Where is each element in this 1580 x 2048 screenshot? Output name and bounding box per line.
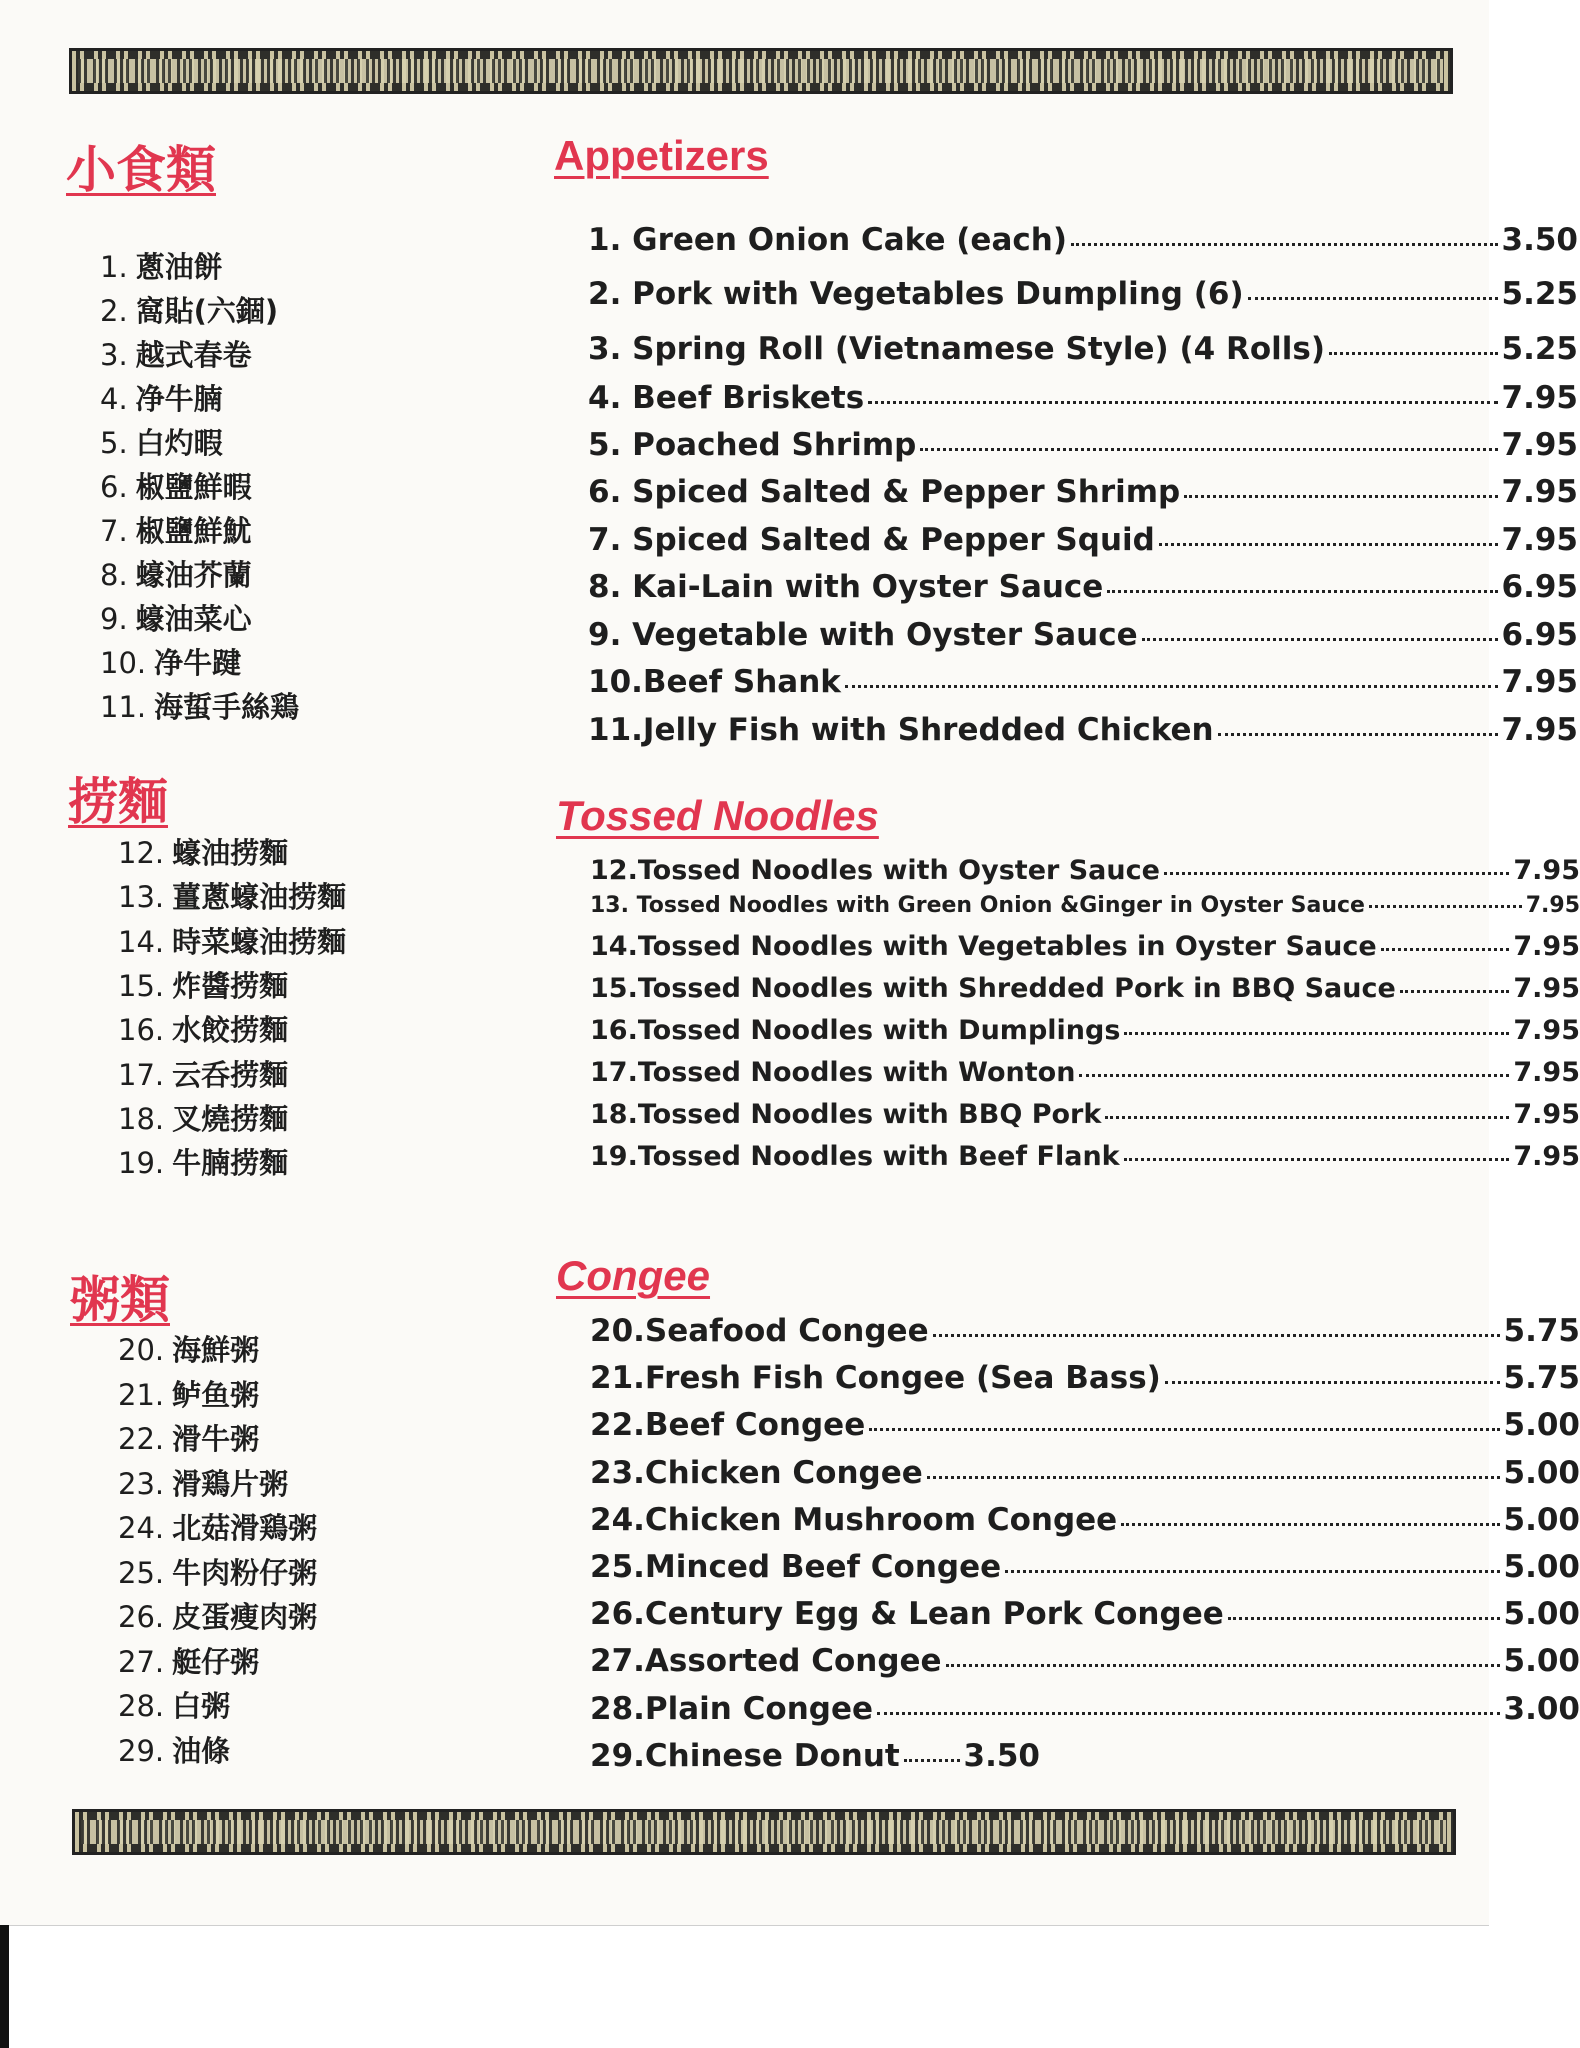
item-price: 7.95	[1513, 1099, 1580, 1130]
item-number: 12.	[118, 836, 165, 870]
item-number: 4.	[100, 382, 128, 416]
item-name: 艇仔粥	[172, 1644, 260, 1679]
dot-leader	[1248, 296, 1498, 300]
item-number: 6.	[100, 470, 128, 504]
item-name: 牛肉粉仔粥	[172, 1555, 318, 1590]
en-menu-item	[590, 1141, 1580, 1172]
cn-menu-item	[100, 685, 299, 726]
cn-menu-item	[100, 421, 223, 462]
appetizers-en-title: Appetizers	[554, 132, 769, 179]
item-name: 6. Spiced Salted & Pepper Shrimp	[588, 474, 1181, 510]
cn-menu-item	[118, 1640, 259, 1681]
cn-menu-item	[118, 1328, 259, 1369]
item-price: 7.95	[1513, 1015, 1580, 1046]
dot-leader	[1228, 1616, 1500, 1620]
cn-menu-item	[118, 920, 346, 961]
cn-menu-item	[118, 831, 288, 872]
item-name: 越式春卷	[135, 338, 252, 372]
item-name: 23.Chicken Congee	[590, 1455, 923, 1491]
item-name: 炸醬捞麵	[172, 968, 289, 1003]
item-name: 27.Assorted Congee	[590, 1643, 942, 1679]
cn-menu-item	[118, 1097, 288, 1138]
item-name: 滑牛粥	[172, 1422, 260, 1456]
item-name: 蠔油捞麵	[172, 836, 289, 870]
item-name: 椒鹽鮮魷	[135, 514, 252, 548]
item-number: 9.	[100, 602, 128, 636]
item-price: 7.95	[1513, 855, 1580, 886]
item-number: 15.	[118, 968, 165, 1003]
en-menu-item	[590, 1057, 1580, 1088]
en-menu-item	[588, 427, 1578, 463]
item-price: 7.95	[1501, 522, 1578, 558]
decorative-bottom-border	[72, 1809, 1456, 1855]
item-number: 24.	[118, 1511, 165, 1545]
item-price: 6.95	[1501, 569, 1578, 605]
cn-menu-item	[118, 875, 346, 916]
item-number: 11.	[100, 690, 147, 724]
dot-leader	[877, 1711, 1499, 1715]
cn-menu-item	[100, 465, 252, 506]
noodles-cn-title: 捞麵	[68, 773, 168, 831]
item-name: 海蜇手絲鶏	[154, 690, 300, 724]
dot-leader	[1159, 542, 1498, 546]
item-name: 滑鶏片粥	[172, 1466, 289, 1501]
en-menu-item	[588, 617, 1578, 653]
item-price: 7.95	[1513, 931, 1580, 962]
cn-menu-item	[118, 1729, 230, 1770]
item-name: 9. Vegetable with Oyster Sauce	[588, 617, 1138, 653]
cn-menu-item	[100, 245, 223, 286]
item-price: 7.95	[1501, 712, 1578, 748]
item-price: 5.75	[1503, 1313, 1580, 1349]
cn-menu-item	[118, 1595, 317, 1636]
item-name: 4. Beef Briskets	[588, 380, 865, 416]
item-name: 2. Pork with Vegetables Dumpling (6)	[588, 276, 1244, 312]
cn-menu-item	[100, 641, 241, 682]
item-name: 5. Poached Shrimp	[588, 427, 917, 463]
item-price: 6.95	[1501, 617, 1578, 653]
item-price: 7.95	[1501, 380, 1578, 416]
en-menu-item	[590, 855, 1580, 886]
en-menu-item	[590, 1015, 1580, 1046]
item-price: 5.00	[1503, 1407, 1580, 1443]
cn-menu-item	[118, 1053, 288, 1094]
cn-menu-item	[118, 1141, 288, 1182]
item-price: 7.95	[1501, 474, 1578, 510]
item-name: 白粥	[172, 1689, 231, 1723]
item-price: 5.00	[1503, 1549, 1580, 1585]
item-name: 海鮮粥	[172, 1333, 260, 1367]
en-menu-item	[590, 1738, 1040, 1774]
cn-menu-item	[100, 333, 252, 374]
dot-leader	[904, 1758, 960, 1762]
cn-menu-item	[100, 377, 223, 418]
dot-leader	[1400, 989, 1510, 993]
item-number: 3.	[100, 338, 128, 372]
dot-leader	[845, 684, 1498, 688]
noodles-en-title: Tossed Noodles	[556, 792, 879, 839]
item-name: 水餃捞麵	[172, 1013, 289, 1048]
appetizers-cn-title: 小食類	[66, 141, 216, 199]
item-number: 17.	[118, 1057, 165, 1092]
item-name: 24.Chicken Mushroom Congee	[590, 1502, 1118, 1538]
item-name: 白灼暇	[135, 426, 223, 460]
en-menu-item	[590, 931, 1580, 962]
dot-leader	[1107, 589, 1497, 593]
item-name: 净牛踺	[154, 646, 242, 680]
cn-menu-item	[118, 1684, 230, 1725]
cn-menu-item	[118, 1506, 317, 1547]
item-number: 5.	[100, 426, 128, 460]
item-number: 29.	[118, 1733, 165, 1768]
en-menu-item	[590, 1691, 1580, 1727]
item-price: 5.00	[1503, 1643, 1580, 1679]
en-menu-item	[588, 331, 1578, 367]
item-number: 8.	[100, 558, 128, 592]
dot-leader	[1124, 1031, 1509, 1035]
item-name: 20.Seafood Congee	[590, 1313, 929, 1349]
item-number: 14.	[118, 924, 165, 959]
cn-menu-item	[100, 509, 252, 550]
item-price: 5.00	[1503, 1455, 1580, 1491]
item-number: 7.	[100, 514, 128, 548]
item-name: 油條	[172, 1733, 231, 1768]
item-price: 7.95	[1513, 973, 1580, 1004]
dot-leader	[1142, 637, 1498, 641]
item-name: 17.Tossed Noodles with Wonton	[590, 1057, 1076, 1088]
item-price: 7.95	[1501, 427, 1578, 463]
dot-leader	[927, 1475, 1500, 1479]
item-name: 薑蔥蠔油捞麵	[172, 880, 347, 915]
en-menu-item	[588, 276, 1578, 312]
en-menu-item	[590, 893, 1580, 918]
item-name: 時菜蠔油捞麵	[172, 924, 347, 959]
en-menu-item	[588, 522, 1578, 558]
en-menu-item	[590, 1360, 1580, 1396]
congee-cn-title: 粥類	[70, 1271, 170, 1329]
dot-leader	[1184, 494, 1497, 498]
item-name: 蠔油芥蘭	[135, 558, 252, 592]
scan-corner-mark	[0, 1925, 9, 2048]
en-menu-item	[590, 1313, 1580, 1349]
cn-menu-item	[118, 1462, 288, 1503]
item-name: 22.Beef Congee	[590, 1407, 866, 1443]
item-price: 3.00	[1503, 1691, 1580, 1727]
en-menu-item	[590, 1455, 1580, 1491]
dot-leader	[933, 1333, 1500, 1337]
dot-leader	[1381, 947, 1510, 951]
dot-leader	[869, 1427, 1499, 1431]
en-menu-item	[590, 1099, 1580, 1130]
item-number: 25.	[118, 1555, 165, 1590]
item-name: 19.Tossed Noodles with Beef Flank	[590, 1141, 1120, 1172]
item-price: 3.50	[963, 1738, 1040, 1774]
en-menu-item	[590, 1549, 1580, 1585]
dot-leader	[946, 1663, 1500, 1667]
item-name: 云呑捞麵	[172, 1057, 289, 1092]
en-menu-item	[590, 973, 1580, 1004]
item-number: 26.	[118, 1600, 165, 1634]
item-name: 29.Chinese Donut	[590, 1738, 900, 1774]
item-price: 5.25	[1501, 331, 1578, 367]
dot-leader	[1124, 1157, 1510, 1161]
item-number: 18.	[118, 1101, 165, 1136]
en-menu-item	[588, 380, 1578, 416]
en-menu-item	[588, 664, 1578, 700]
item-number: 28.	[118, 1689, 165, 1723]
item-price: 7.95	[1513, 1057, 1580, 1088]
dot-leader	[1105, 1115, 1509, 1119]
item-name: 12.Tossed Noodles with Oyster Sauce	[590, 855, 1160, 886]
en-menu-item	[590, 1643, 1580, 1679]
item-name: 3. Spring Roll (Vietnamese Style) (4 Rolls)	[588, 331, 1326, 367]
item-name: 15.Tossed Noodles with Shredded Pork in BBQ Sauce	[590, 973, 1396, 1004]
item-number: 10.	[100, 646, 147, 680]
item-name: 北菇滑鶏粥	[172, 1511, 318, 1545]
decorative-top-border	[69, 48, 1453, 94]
item-name: 10.Beef Shank	[588, 664, 841, 700]
scan-edge	[0, 1925, 1489, 1926]
en-menu-item	[588, 474, 1578, 510]
en-menu-item	[588, 712, 1578, 748]
item-name: 16.Tossed Noodles with Dumplings	[590, 1015, 1121, 1046]
item-number: 16.	[118, 1013, 165, 1048]
item-number: 23.	[118, 1466, 165, 1501]
item-name: 牛腩捞麵	[172, 1146, 289, 1181]
item-name: 7. Spiced Salted & Pepper Squid	[588, 522, 1155, 558]
item-name: 8. Kai-Lain with Oyster Sauce	[588, 569, 1104, 605]
en-menu-item	[588, 569, 1578, 605]
item-name: 净牛腩	[135, 382, 223, 416]
cn-menu-item	[100, 597, 252, 638]
cn-menu-item	[118, 964, 288, 1005]
en-menu-item	[590, 1407, 1580, 1443]
dot-leader	[1329, 351, 1497, 355]
item-name: 13. Tossed Noodles with Green Onion &Ginger in Oyster Sauce	[590, 893, 1365, 918]
item-price: 5.00	[1503, 1596, 1580, 1632]
item-name: 蠔油菜心	[135, 602, 252, 636]
item-price: 7.95	[1525, 893, 1580, 918]
item-name: 25.Minced Beef Congee	[590, 1549, 1002, 1585]
item-price: 3.50	[1501, 222, 1578, 258]
cn-menu-item	[118, 1551, 317, 1592]
item-number: 13.	[118, 880, 165, 915]
item-name: 18.Tossed Noodles with BBQ Pork	[590, 1099, 1102, 1130]
cn-menu-item	[118, 1008, 288, 1049]
cn-menu-item	[118, 1373, 259, 1414]
dot-leader	[1005, 1569, 1499, 1573]
en-menu-item	[588, 222, 1578, 258]
dot-leader	[1218, 732, 1498, 736]
cn-menu-item	[100, 289, 278, 330]
dot-leader	[1369, 904, 1522, 908]
item-name: 11.Jelly Fish with Shredded Chicken	[588, 712, 1214, 748]
item-name: 鲈鱼粥	[172, 1377, 260, 1412]
item-price: 5.25	[1501, 276, 1578, 312]
cn-menu-item	[118, 1417, 259, 1458]
dot-leader	[1121, 1522, 1499, 1526]
item-number: 21.	[118, 1377, 165, 1412]
dot-leader	[1071, 242, 1498, 246]
dot-leader	[1164, 871, 1509, 875]
item-price: 7.95	[1501, 664, 1578, 700]
item-name: 椒鹽鮮暇	[135, 470, 252, 504]
item-name: 26.Century Egg & Lean Pork Congee	[590, 1596, 1224, 1632]
item-number: 1.	[100, 250, 128, 284]
item-name: 皮蛋瘦肉粥	[172, 1600, 318, 1634]
dot-leader	[868, 400, 1497, 404]
item-number: 22.	[118, 1422, 165, 1456]
item-name: 14.Tossed Noodles with Vegetables in Oyster Sauce	[590, 931, 1377, 962]
cn-menu-item	[100, 553, 252, 594]
item-number: 2.	[100, 294, 128, 328]
item-price: 5.00	[1503, 1502, 1580, 1538]
item-name: 叉燒捞麵	[172, 1101, 289, 1136]
item-name: 28.Plain Congee	[590, 1691, 874, 1727]
dot-leader	[1079, 1073, 1509, 1077]
en-menu-item	[590, 1596, 1580, 1632]
item-name: 1. Green Onion Cake (each)	[588, 222, 1067, 258]
dot-leader	[920, 447, 1497, 451]
item-name: 21.Fresh Fish Congee (Sea Bass)	[590, 1360, 1161, 1396]
item-price: 5.75	[1503, 1360, 1580, 1396]
item-name: 蔥油餅	[135, 250, 223, 284]
congee-en-title: Congee	[556, 1252, 711, 1299]
en-menu-item	[590, 1502, 1580, 1538]
item-number: 19.	[118, 1146, 165, 1181]
item-number: 27.	[118, 1644, 165, 1679]
item-name: 窩貼(六錮)	[135, 294, 279, 328]
item-number: 20.	[118, 1333, 165, 1367]
dot-leader	[1165, 1380, 1500, 1384]
item-price: 7.95	[1513, 1141, 1580, 1172]
